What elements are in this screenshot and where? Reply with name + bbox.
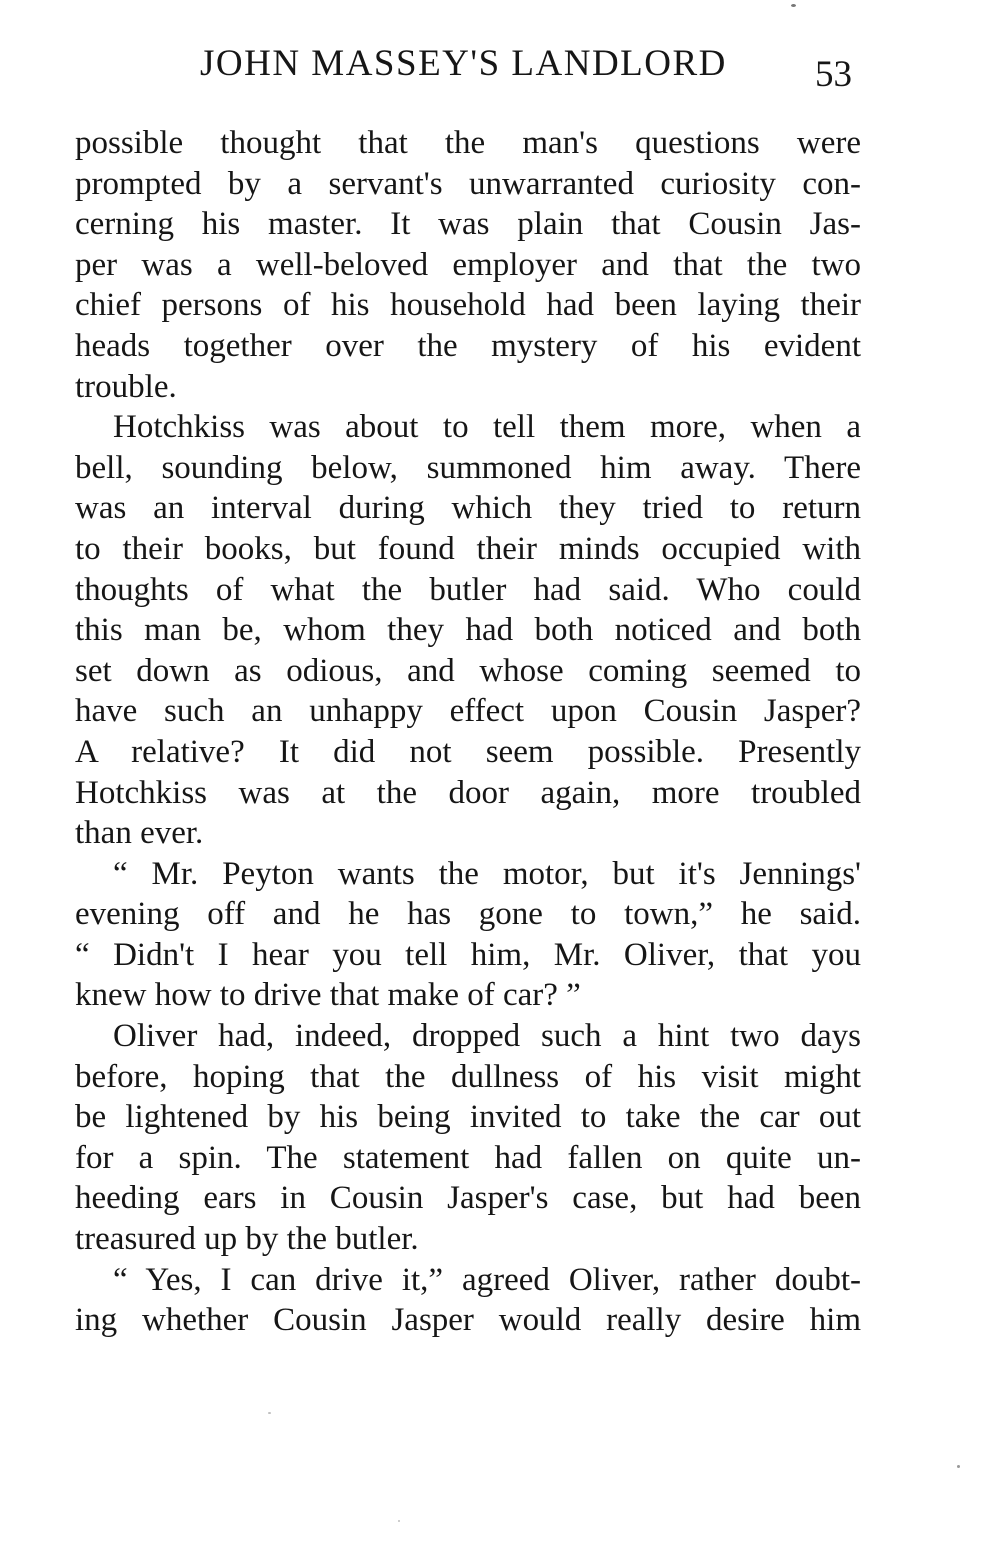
text-line: Hotchkiss was about to tell them more, when a: [113, 409, 861, 446]
text-line: than ever.: [75, 815, 204, 852]
text-line: was an interval during which they tried to return: [75, 490, 861, 527]
text-line: knew how to drive that make of car? ”: [75, 977, 581, 1014]
text-line: ing whether Cousin Jasper would really desire him: [75, 1302, 861, 1339]
page-number: 53: [815, 54, 852, 95]
text-line: this man be, whom they had both noticed and both: [75, 612, 861, 649]
scan-speck: [398, 1520, 400, 1522]
text-line: possible thought that the man's questions were: [75, 125, 861, 161]
body-text: [75, 123, 861, 1341]
text-line: A relative? It did not seem possible. Presently: [75, 733, 861, 770]
text-line: Oliver had, indeed, dropped such a hint two days: [113, 1018, 861, 1055]
text-line: to their books, but found their minds occupied with: [75, 530, 861, 567]
text-line: thoughts of what the butler had said. Who could: [75, 571, 861, 608]
text-line: cerning his master. It was plain that Cousin Jas-: [75, 206, 861, 243]
text-line: treasured up by the butler.: [75, 1221, 419, 1258]
text-line: evening off and he has gone to town,” he said.: [75, 896, 861, 933]
text-line: Hotchkiss was at the door again, more troubled: [75, 774, 861, 811]
text-line: “ Mr. Peyton wants the motor, but it's Jennings': [113, 855, 861, 892]
text-line: bell, sounding below, summoned him away. There: [75, 449, 861, 486]
text-line: chief persons of his household had been laying their: [75, 287, 861, 324]
text-line: have such an unhappy effect upon Cousin Jasper?: [75, 693, 861, 730]
text-line: heads together over the mystery of his evident: [75, 327, 861, 364]
text-line: prompted by a servant's unwarranted curiosity con-: [75, 165, 861, 202]
text-line: for a spin. The statement had fallen on quite un-: [75, 1139, 861, 1176]
text-line: be lightened by his being invited to take the car out: [75, 1099, 861, 1136]
text-line: heeding ears in Cousin Jasper's case, but had been: [75, 1180, 861, 1217]
text-line: before, hoping that the dullness of his visit might: [75, 1058, 861, 1095]
text-line: “ Yes, I can drive it,” agreed Oliver, rather doubt-: [113, 1261, 861, 1298]
text-line: trouble.: [75, 368, 177, 405]
text-line: “ Didn't I hear you tell him, Mr. Oliver, that you: [75, 936, 861, 973]
scan-speck: [957, 1465, 960, 1468]
text-line: per was a well-beloved employer and that the two: [75, 246, 861, 283]
scan-speck: [791, 4, 796, 7]
scan-speck: [268, 1412, 271, 1414]
text-line: set down as odious, and whose coming seemed to: [75, 652, 861, 689]
running-head: JOHN MASSEY'S LANDLORD: [200, 43, 727, 84]
